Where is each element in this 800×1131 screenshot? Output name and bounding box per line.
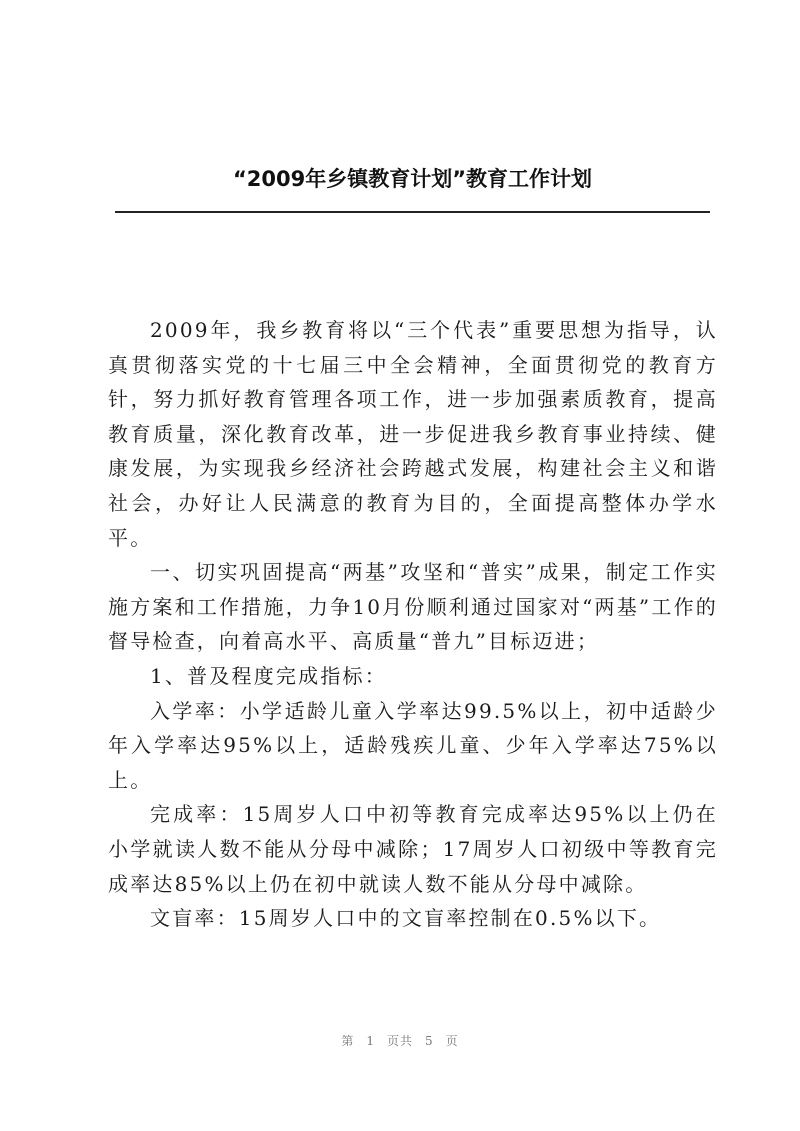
paragraph-subheading: 1、普及程度完成指标： (150, 663, 387, 688)
paragraph-section-one: 一、切实巩固提高“两基”攻坚和“普实”成果，制定工作实施方案和工作措施，力争10月份顺利通过国家对“两基”工作的督导检查，向着高水平、高质量“普九”目标迈进； (108, 560, 718, 654)
paragraph-completion-rate: 完成率：15周岁人口中初等教育完成率达95%以上仍在小学就读人数不能从分母中减除；17周岁人口初级中等教育完成率达85%以上仍在初中就读人数不能从分母中减除。 (108, 802, 718, 896)
paragraph-intro: 2009年，我乡教育将以“三个代表”重要思想为指导，认真贯彻落实党的十七届三中全会精神，全面贯彻党的教育方针，努力抓好教育管理各项工作，进一步加强素质教育，提高教育质量，深化教育改革，进一步促进我乡教育事业持续、健康发展，为实现我乡经济社会跨越式发展，构建社会主义和谐社会，办好让人民满意的教育为目的，全面提高整体办学水平。 (108, 318, 718, 550)
paragraph-illiteracy-rate: 文盲率：15周岁人口中的文盲率控制在0.5%以下。 (150, 906, 662, 931)
footer-current-page: 1 (366, 1034, 375, 1048)
page-footer (0, 1033, 800, 1049)
footer-label-end: 页 (445, 1034, 459, 1048)
document-title: “2009年乡镇教育计划”教育工作计划 (232, 167, 593, 191)
paragraph-enrollment-rate: 入学率：小学适龄儿童入学率达99.5%以上，初中适龄少年入学率达95%以上，适龄残疾儿童、少年入学率达75%以上。 (108, 698, 718, 792)
document-body (108, 313, 718, 936)
title-divider (115, 211, 710, 213)
footer-label-of: 页共 (386, 1034, 413, 1048)
footer-label-page: 第 (341, 1034, 355, 1048)
footer-total-pages: 5 (425, 1034, 434, 1048)
